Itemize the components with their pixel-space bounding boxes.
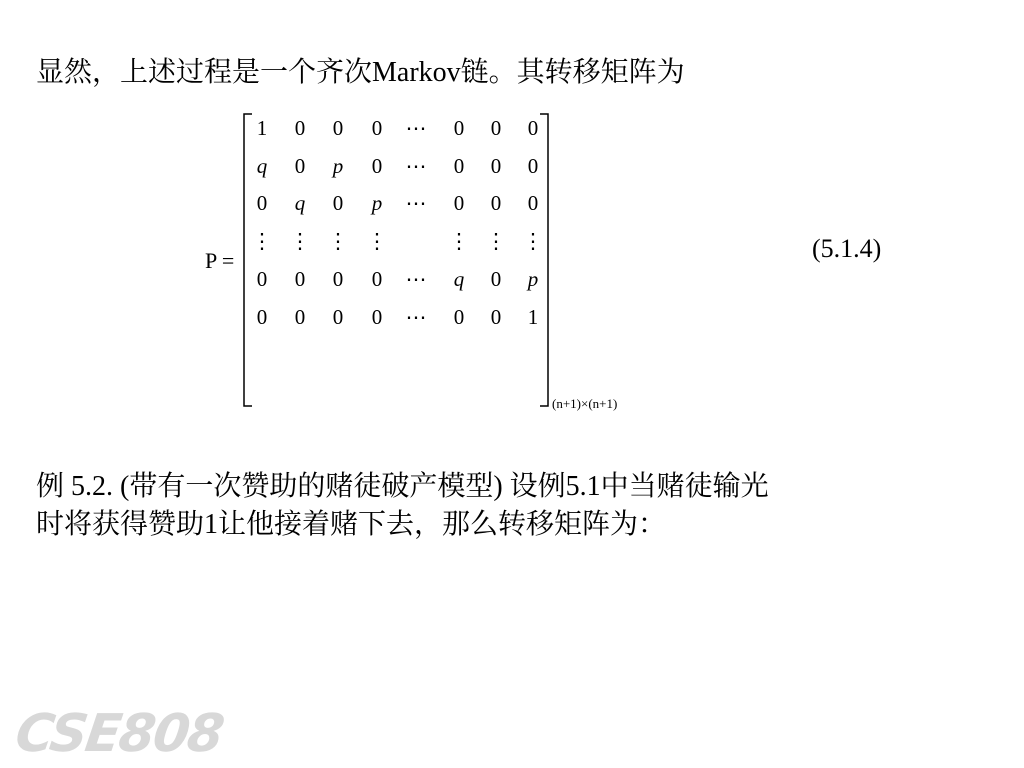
matrix-cell: ⋯	[405, 154, 427, 178]
matrix-cell: ⋮	[366, 229, 388, 253]
matrix-cell: 0	[294, 116, 306, 140]
matrix-cell: 0	[490, 305, 502, 329]
matrix-cell: p	[332, 154, 344, 178]
matrix-cell: 0	[453, 154, 465, 178]
matrix-cell: p	[527, 267, 539, 291]
matrix-cell: ⋮	[485, 229, 507, 253]
matrix-cell: 0	[371, 154, 383, 178]
matrix-cell: 0	[332, 116, 344, 140]
matrix-cell: 1	[527, 305, 539, 329]
matrix-cell: q	[294, 191, 306, 215]
matrix-cell: 0	[371, 267, 383, 291]
matrix-cell: 0	[527, 116, 539, 140]
matrix-cell: 0	[332, 191, 344, 215]
matrix-cell: 0	[490, 116, 502, 140]
matrix-cell: 0	[527, 154, 539, 178]
matrix-lhs: P =	[205, 248, 235, 273]
matrix-cell: 0	[332, 305, 344, 329]
example-text-line2: 时将获得赞助1让他接着赌下去，那么转移矩阵为：	[36, 509, 667, 540]
matrix-cell: 0	[453, 191, 465, 215]
matrix-cell: 0	[490, 154, 502, 178]
matrix-cell: 1	[256, 116, 268, 140]
matrix-cell: 0	[371, 305, 383, 329]
matrix-cell: 0	[256, 305, 268, 329]
matrix-cell: q	[256, 154, 268, 178]
matrix-cell: ⋯	[405, 305, 427, 329]
matrix-cell: q	[453, 267, 465, 291]
matrix-cell: 0	[490, 191, 502, 215]
matrix-cell: 0	[453, 116, 465, 140]
intro-text: 显然，上述过程是一个齐次Markov链。其转移矩阵为	[36, 57, 685, 88]
matrix-cell: 0	[527, 191, 539, 215]
matrix-cell: ⋮	[289, 229, 311, 253]
matrix-cell: 0	[453, 305, 465, 329]
matrix-cell: 0	[332, 267, 344, 291]
matrix-dimension: (n+1)×(n+1)	[552, 396, 618, 411]
matrix-cell: 0	[371, 116, 383, 140]
matrix-cell: ⋮	[327, 229, 349, 253]
matrix-cell: ⋮	[448, 229, 470, 253]
watermark-logo: CSE808	[11, 704, 227, 764]
matrix-cell: ⋮	[251, 229, 273, 253]
matrix-cell: 0	[256, 267, 268, 291]
matrix-cell: p	[371, 191, 383, 215]
matrix-cell: ⋯	[405, 116, 427, 140]
matrix-cell: 0	[294, 267, 306, 291]
equation-number: (5.1.4)	[812, 234, 882, 263]
matrix-cell: 0	[256, 191, 268, 215]
matrix-cell: 0	[490, 267, 502, 291]
example-text-line1: 例 5.2. (带有一次赞助的赌徒破产模型) 设例5.1中当赌徒输光	[36, 471, 769, 502]
matrix-cell: 0	[294, 154, 306, 178]
matrix-cell: ⋯	[405, 191, 427, 215]
matrix-cell: 0	[294, 305, 306, 329]
matrix-cell: ⋮	[522, 229, 544, 253]
matrix-cell: ⋯	[405, 267, 427, 291]
